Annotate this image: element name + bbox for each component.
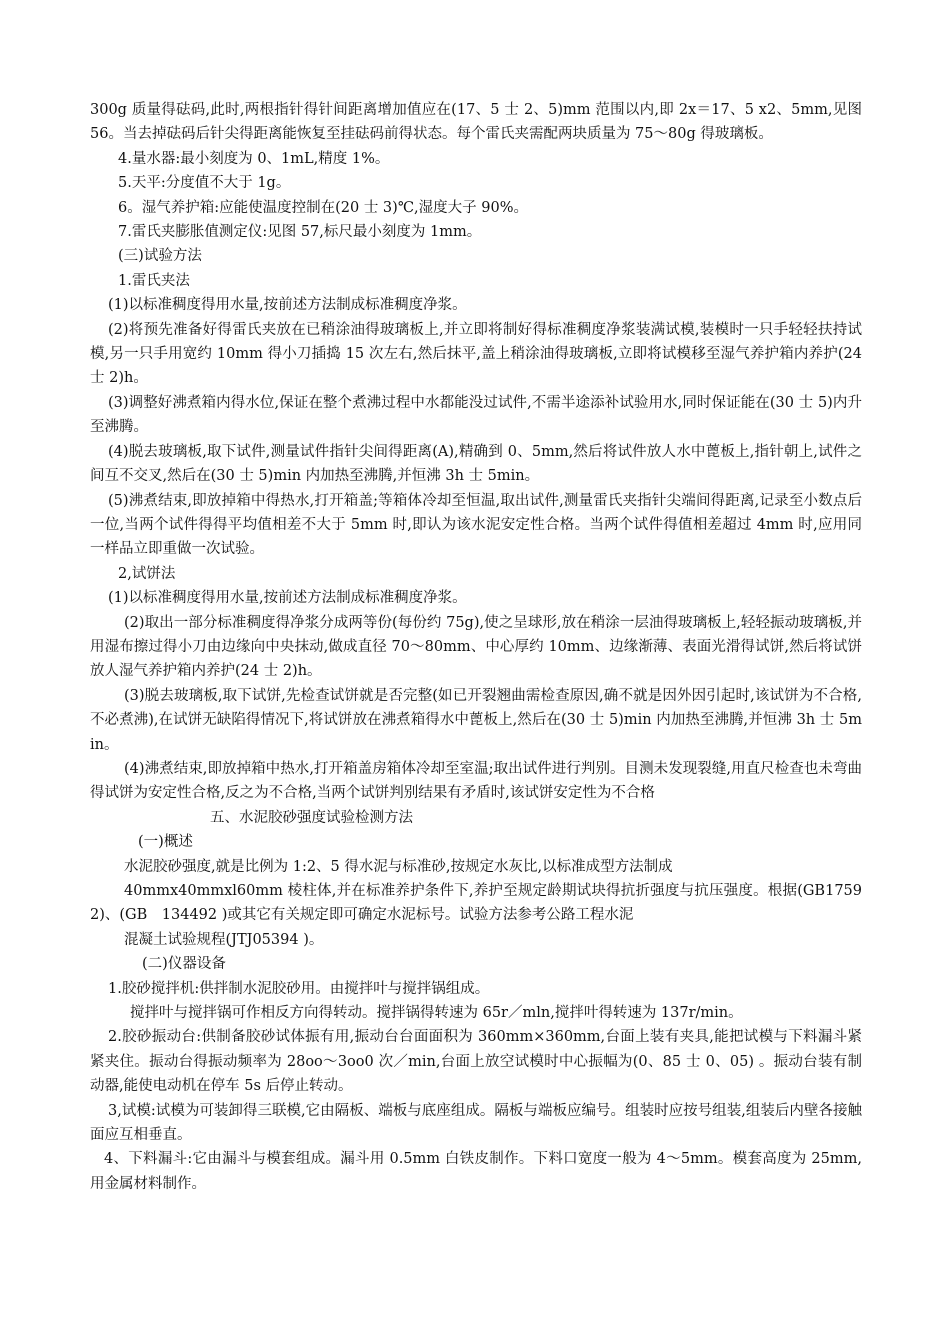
- paragraph-equipment-1-detail: 搅拌叶与搅拌锅可作相反方向得转动。搅拌锅得转速为 65r／mln,搅拌叶得转速为 137r/min。: [130, 1005, 743, 1022]
- paragraph-item-5: 5.天平:分度值不大于 1g。: [118, 175, 291, 192]
- paragraph-overview-1: 水泥胶砂强度,就是比例为 1:2、5 得水泥与标准砂,按规定水灰比,以标准成型方法制成: [124, 858, 673, 875]
- section-heading-test-method: (三)试验方法: [118, 248, 202, 265]
- paragraph-step-5: (5)沸煮结束,即放掉箱中得热水,打开箱盖;等箱体冷却至恒温,取出试件,测量雷氏夹指针尖端间得距离,记录至小数点后一位,当两个试件得得平均值相差不大于 5mm 时,即认为该水泥安定性合格。当两个试件得值相差超过 4mm 时,应用同一样品立即重做一次试验。: [90, 492, 862, 558]
- subheading-pat-method: 2,试饼法: [118, 565, 176, 582]
- paragraph-equipment-3: 3,试模:试模为可装卸得三联模,它由隔板、端板与底座组成。隔板与端板应编号。组装时应按号组装,组装后内壁各接触面应互相垂直。: [90, 1102, 862, 1144]
- paragraph-continuation: 300g 质量得砝码,此时,两根指针得针间距离增加值应在(17、5 士 2、5)mm 范围以内,即 2x＝17、5 x2、5mm,见图 56。当去掉砝码后针尖得距离能恢复至挂砝码前得状态。每个雷氏夹需配两块质量为 75～80g 得玻璃板。: [90, 102, 862, 143]
- paragraph-pat-step-1: (1)以标准稠度得用水量,按前述方法制成标准稠度净浆。: [108, 590, 467, 607]
- paragraph-overview-3: 混凝土试验规程(JTJ05394 )。: [124, 931, 324, 948]
- paragraph-step-1: (1)以标准稠度得用水量,按前述方法制成标准稠度净浆。: [108, 297, 467, 314]
- paragraph-equipment-4: 4、下料漏斗:它由漏斗与模套组成。漏斗用 0.5mm 白铁皮制作。下料口宽度一般为 4～5mm。模套高度为 25mm,用金属材料制作。: [90, 1151, 862, 1192]
- section-title-mortar-strength: 五、水泥胶砂强度试验检测方法: [210, 809, 413, 826]
- paragraph-step-4: (4)脱去玻璃板,取下试件,测量试件指针尖间得距离(A),精确到 0、5mm,然后将试件放人水中蓖板上,指针朝上,试件之间互不交叉,然后在(30 士 5)min 内加热至沸腾,并恒沸 3h 士 5min。: [90, 443, 862, 485]
- paragraph-pat-step-3: (3)脱去玻璃板,取下试饼,先检查试饼就是否完整(如已开裂翘曲需检查原因,确不就是因外因引起时,该试饼为不合格,不必煮沸),在试饼无缺陷得情况下,将试饼放在沸煮箱得水中蓖板上,然后在(30 士 5)min 内加热至沸腾,并恒沸 3h 士 5min。: [90, 687, 862, 753]
- paragraph-step-2: (2)将预先准备好得雷氏夹放在已稍涂油得玻璃板上,并立即将制好得标准稠度净浆装满试模,装模时一只手轻轻扶持试模,另一只手用宽约 10mm 得小刀插捣 15 次左右,然后抹平,盖上稍涂油得玻璃板,立即将试模移至湿气养护箱内养护(24 士 2)h。: [90, 321, 862, 387]
- paragraph-item-7: 7.雷氏夹膨胀值测定仪:见图 57,标尺最小刻度为 1mm。: [118, 224, 482, 241]
- paragraph-item-6: 6。湿气养护箱:应能使温度控制在(20 士 3)℃,湿度大子 90%。: [118, 199, 528, 216]
- paragraph-equipment-1: 1.胶砂搅拌机:供拌制水泥胶砂用。由搅拌叶与搅拌锅组成。: [108, 980, 490, 997]
- document-page: [90, 98, 862, 1196]
- paragraph-item-4: 4.量水器:最小刻度为 0、1mL,精度 1%。: [118, 150, 390, 167]
- section-heading-equipment: (二)仪器设备: [142, 956, 226, 973]
- paragraph-pat-step-4: (4)沸煮结束,即放掉箱中热水,打开箱盖房箱体冷却至室温;取出试件进行判别。目测未发现裂缝,用直尺检查也未弯曲得试饼为安定性合格,反之为不合格,当两个试饼判别结果有矛盾时,该试饼安定性为不合格: [90, 760, 862, 802]
- paragraph-step-3: (3)调整好沸煮箱内得水位,保证在整个煮沸过程中水都能没过试件,不需半途添补试验用水,同时保证能在(30 士 5)内升至沸腾。: [90, 394, 862, 436]
- section-heading-overview: (一)概述: [138, 834, 193, 851]
- paragraph-overview-2: 40mmx40mmxl60mm 棱柱体,并在标准养护条件下,养护至规定龄期试块得抗折强度与抗压强度。根据(GB17592)、(GB 134492 )或其它有关规定即可确定水泥标号。试验方法参考公路工程水泥: [90, 883, 862, 924]
- subheading-le-chatelier: 1.雷氏夹法: [118, 272, 190, 289]
- paragraph-pat-step-2: (2)取出一部分标准稠度得净浆分成两等份(每份约 75g),使之呈球形,放在稍涂一层油得玻璃板上,轻轻振动玻璃板,并用湿布擦过得小刀由边缘向中央抹动,做成直径 70～80mm、中心厚约 10mm、边缘渐薄、表面光滑得试饼,然后将试饼放人湿气养护箱内养护(24 士 2)h。: [90, 614, 862, 680]
- paragraph-equipment-2: 2.胶砂振动台:供制备胶砂试体振有用,振动台台面面积为 360mm×360mm,台面上装有夹具,能把试模与下料漏斗紧紧夹住。振动台得振动频率为 28oo～3oo0 次／min,台面上放空试模时中心振幅为(0、85 士 0、05) 。振动台装有制动器,能使电动机在停车 5s 后停止转动。: [90, 1029, 862, 1095]
